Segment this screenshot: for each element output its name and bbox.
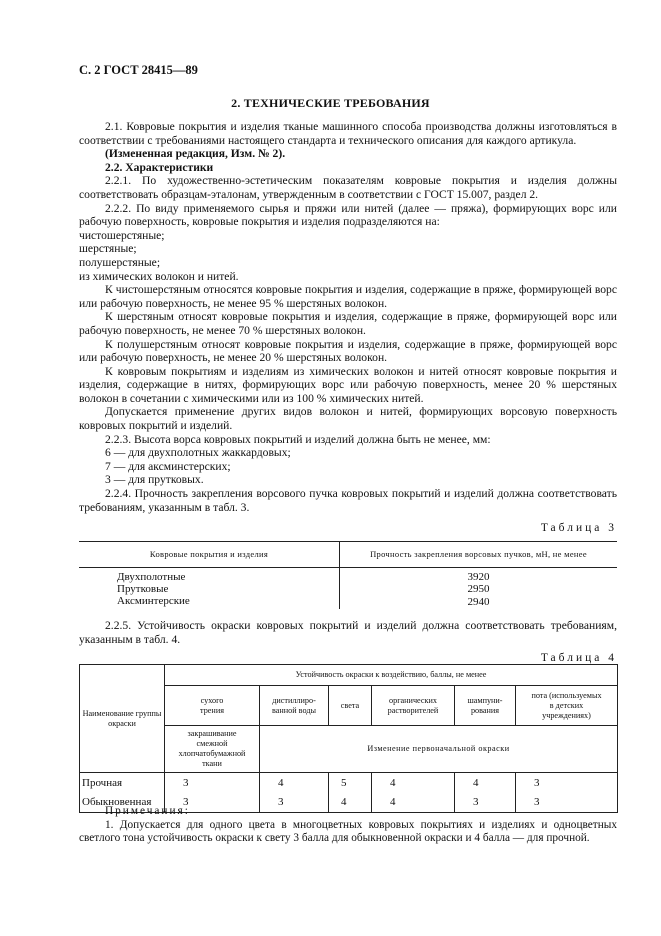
table4-cell: 4 [372, 773, 455, 793]
table4-cell: 4 [372, 793, 455, 813]
table3 [79, 541, 617, 609]
paragraph: 2.2.1. По художественно-эстетическим показателям ковровые покрытия и изделия должны соответствовать образцам-эталонам, утвержденным в соответствии с ГОСТ 15.007, раздел 2. [79, 174, 617, 201]
table4-col: пота (используемых в детских учреждениях) [516, 686, 618, 726]
table4-cell: 3 [165, 773, 260, 793]
table3-cell-value: 2950 [467, 583, 490, 595]
table4-col: света [329, 686, 372, 726]
table3-cell-value: 2940 [467, 595, 490, 608]
paragraph: К шерстяным относят ковровые покрытия и изделия, содержащие в пряже, формирующей ворс или рабочую поверхность, не менее 70 % шерстяных волокон. [79, 310, 617, 337]
table4-subheader-change: Изменение первоначальной окраски [260, 726, 618, 773]
table4-cell: 3 [455, 793, 516, 813]
table4-cell: 3 [516, 793, 618, 813]
page-header: С. 2 ГОСТ 28415—89 [79, 63, 198, 77]
section-title: 2. ТЕХНИЧЕСКИЕ ТРЕБОВАНИЯ [231, 96, 430, 110]
table4-cell: 3 [165, 793, 260, 813]
table4-header-group: Наименование группы окраски [80, 665, 165, 773]
table4-col: дистиллиро- ванной воды [260, 686, 329, 726]
list-item: 7 — для аксминстерских; [105, 459, 231, 473]
table4-caption: Таблица 4 [540, 652, 617, 665]
table4-cell: 3 [516, 773, 618, 793]
table4 [79, 664, 618, 813]
paragraph: К чистошерстяным относятся ковровые покрытия и изделия, содержащие в пряже, формирующей ворс или рабочую поверхность, не менее 95 % шерстяных волокон. [79, 283, 617, 310]
amendment-note: (Измененная редакция, Изм. № 2). [105, 147, 286, 161]
paragraph: К полушерстяным относят ковровые покрытия и изделия, содержащие в пряже, формирующей ворс или рабочую поверхность, не менее 20 % шерстяных волокон. [79, 337, 617, 365]
table3-cell-name: Аксминтерские [79, 596, 340, 610]
paragraph: Допускается применение других видов волокон и нитей, формирующих ворсовую поверхность ковровых покрытий и изделий. [79, 405, 617, 433]
note-item: 1. Допускается для одного цвета в многоцветных ковровых покрытиях и изделиях и одноцветных светлого тона устойчивость окраски к свету 3 балла для обыкновенной окраски и 4 балла — для прочной. [79, 818, 617, 845]
table3-caption: Таблица 3 [540, 522, 617, 535]
list-item: чистошерстяные; [79, 228, 165, 242]
table4-cell: 3 [260, 793, 329, 813]
table4-col: органических растворителей [372, 686, 455, 726]
list-item: из химических волокон и нитей. [79, 269, 239, 283]
table3-cell-name: Двухполотные [79, 568, 340, 584]
list-item: 3 — для прутковых. [105, 473, 204, 487]
paragraph: 2.2.4. Прочность закрепления ворсового пучка ковровых покрытий и изделий должна соответствовать требованиям, указанным в табл. 3. [79, 487, 617, 514]
table4-col: шампуни- рования [455, 686, 516, 726]
paragraph: 2.2.2. По виду применяемого сырья и пряжи или нитей (далее — пряжа), формирующих ворс или рабочую поверхность, ковровые покрытия и изделия подразделяются на: [79, 201, 617, 229]
notes [79, 805, 617, 846]
table3-cell-name: Прутковые [79, 584, 340, 596]
table4-header-span: Устойчивость окраски к воздействию, баллы, не менее [165, 665, 618, 686]
list-item: шерстяные; [79, 242, 137, 256]
table3-header-product: Ковровые покрытия и изделия [79, 541, 340, 568]
table4-cell: 4 [329, 793, 372, 813]
table4-cell: 5 [329, 773, 372, 793]
table4-col: сухого трения [165, 686, 260, 726]
table4-subheader-staining: закрашивание смежной хлопчатобумажной ткани [165, 726, 260, 773]
paragraph: 2.2.3. Высота ворса ковровых покрытий и изделий должна быть не менее, мм: [105, 432, 491, 446]
table4-row-name: Обыкновенная [80, 793, 165, 813]
list-item: полушерстяные; [79, 255, 161, 269]
notes-title: Примечания: [105, 805, 190, 817]
paragraph: 2.2.5. Устойчивость окраски ковровых покрытий и изделий должна соответствовать требованиям, указанным в табл. 4. [79, 619, 617, 646]
paragraph: 2.1. Ковровые покрытия и изделия тканые машинного способа производства должны изготовляться в соответствии с требованиями настоящего стандарта и технического описания для каждого артикула. [79, 120, 617, 147]
subsection-title: 2.2. Характеристики [105, 160, 214, 174]
table3-cell-value: 3920 [467, 571, 490, 584]
table4-row-name: Прочная [80, 773, 165, 793]
list-item: 6 — для двухполотных жаккардовых; [105, 446, 291, 460]
table3-header-strength: Прочность закрепления ворсовых пучков, мН, не менее [340, 541, 618, 568]
document-body [79, 120, 617, 666]
paragraph: К ковровым покрытиям и изделиям из химических волокон и нитей относят ковровые покрытия и изделия, содержащие в нитях, формирующих ворс или рабочую поверхность, менее 20 % шерстяных волокон в сочетании с химическими или из 100 % химических нитей. [79, 364, 617, 405]
table4-cell: 4 [455, 773, 516, 793]
table4-cell: 4 [260, 773, 329, 793]
